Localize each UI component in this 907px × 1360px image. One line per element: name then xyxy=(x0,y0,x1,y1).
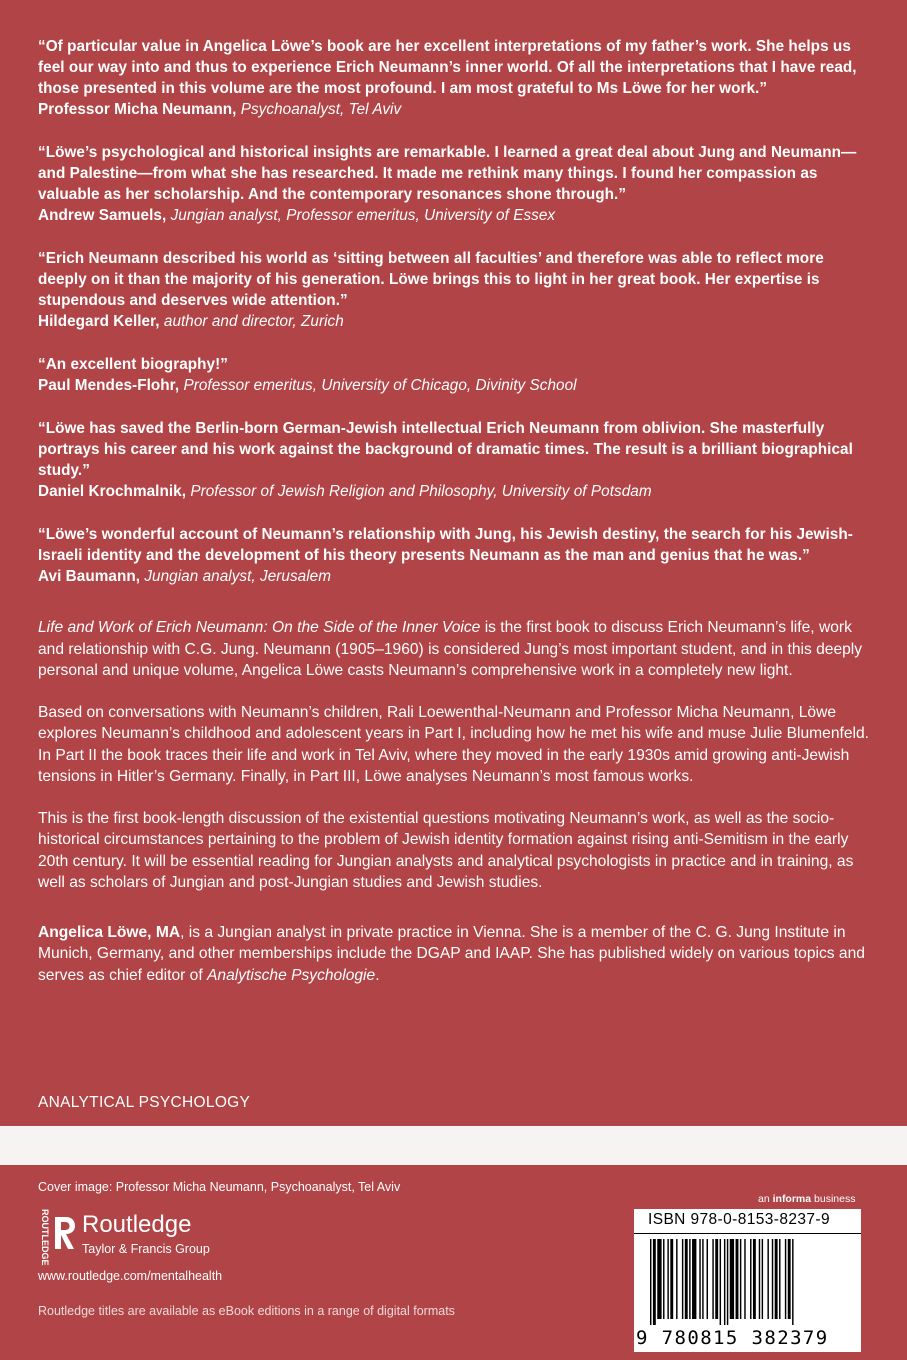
barcode-bar xyxy=(730,1239,734,1319)
divider-band xyxy=(0,1126,907,1165)
publisher-group: Taylor & Francis Group xyxy=(82,1242,210,1256)
barcode-bar xyxy=(702,1239,703,1319)
barcode-bar xyxy=(762,1239,763,1319)
routledge-logo xyxy=(38,1209,218,1266)
barcode-bar xyxy=(767,1239,768,1319)
informa-business-label: an informa business xyxy=(758,1193,856,1205)
barcode-bar xyxy=(753,1239,756,1319)
barcode-bar xyxy=(699,1239,700,1319)
barcode-bar xyxy=(779,1239,780,1319)
cover-image-credit: Cover image: Professor Micha Neumann, Psychoanalyst, Tel Aviv xyxy=(38,1180,401,1194)
barcode-bar xyxy=(653,1239,656,1325)
endorsement-quote: “Löwe has saved the Berlin-born German-Jewish intellectual Erich Neumann from oblivion. She masterfully portrays his career and his work against the background of dramatic times. The result is a brilliant biographical study.” Daniel Krochmalnik, Professor of Jewish Religion and Philosophy, University of Potsdam xyxy=(38,418,873,502)
author-bio: Angelica Löwe, MA, is a Jungian analyst in private practice in Vienna. She is a member of the C. G. Jung Institute in Munich, Germany, and other memberships include the DGAP and IAAP. She has published widely on various topics and serves as chief editor of Analytische Psychologie. xyxy=(38,923,865,984)
barcode-bar xyxy=(750,1239,751,1319)
isbn-number: ISBN 978-0-8153-8237-9 xyxy=(648,1211,830,1228)
barcode-bar xyxy=(775,1239,778,1319)
subject-category: ANALYTICAL PSYCHOLOGY xyxy=(38,1094,251,1111)
barcode-bar xyxy=(740,1239,741,1319)
publisher-vertical-label: ROUTLEDGE xyxy=(40,1209,50,1266)
routledge-mark-icon xyxy=(52,1215,78,1251)
barcode-bar xyxy=(682,1239,683,1319)
barcode-bar xyxy=(670,1239,673,1319)
endorsement-attribution: Paul Mendes-Flohr, Professor emeritus, University of Chicago, Divinity School xyxy=(38,377,577,394)
barcode-icon xyxy=(650,1239,846,1325)
barcode-bar xyxy=(715,1239,718,1319)
endorsement-quote: “Of particular value in Angelica Löwe’s book are her excellent interpretations of my father’s work. She helps us feel our way into and thus to experience Erich Neumann’s inner world. Of all the interpretations that I have read, those presented in this volume are the most profound. I am most grateful to Ms Löwe for her work.” Professor Micha Neumann, Psychoanalyst, Tel Aviv xyxy=(38,36,873,120)
barcode-bar xyxy=(712,1239,713,1319)
book-description xyxy=(38,617,873,894)
barcode-bar xyxy=(727,1239,728,1325)
barcode-bar xyxy=(657,1239,661,1319)
endorsements xyxy=(38,36,873,587)
barcode-bar xyxy=(792,1239,793,1325)
ebook-note: Routledge titles are available as eBook editions in a range of digital formats xyxy=(38,1304,455,1318)
barcode-bar xyxy=(689,1239,690,1319)
description-paragraph: Life and Work of Erich Neumann: On the Side of the Inner Voice is the first book to discuss Erich Neumann’s life, work and relationship with C.G. Jung. Neumann (1905–1960) is considered Jung’s most important student, and in this deeply personal and unique volume, Angelica Löwe casts Neumann’s comprehensive work in a completely new light. xyxy=(38,619,863,679)
description-paragraph: Based on conversations with Neumann’s children, Rali Loewenthal-Neumann and Professor Micha Neumann, Löwe explores Neumann’s childhood and adolescent years in Part I, including how he met his wife and muse Julie Blumenfeld. In Part II the book traces their life and work in Tel Aviv, where they moved in the early 1930s amid growing anti-Jewish tensions in Hitler’s Germany. Finally, in Part III, Löwe analyses Neumann’s most famous works. xyxy=(38,703,869,785)
endorsement-quote: “Erich Neumann described his world as ‘sitting between all faculties’ and therefore was able to reflect more deeply on it than the majority of his generation. Löwe brings this to light in her great book. Her expertise is stupendous and deserves wide attention.” Hildegard Keller, author and director, Zurich xyxy=(38,248,873,332)
barcode-bar xyxy=(692,1239,696,1319)
barcode-bar xyxy=(744,1239,745,1319)
endorsement-attribution: Professor Micha Neumann, Psychoanalyst, Tel Aviv xyxy=(38,101,402,118)
barcode-bar xyxy=(707,1239,708,1319)
publisher-website: www.routledge.com/mentalhealth xyxy=(38,1269,223,1283)
publisher-name: Routledge xyxy=(82,1211,192,1238)
barcode-bar xyxy=(759,1239,760,1319)
barcode-bar xyxy=(772,1239,773,1319)
back-cover-content xyxy=(38,36,873,986)
cover-footer xyxy=(0,1165,907,1360)
endorsement-attribution: Hildegard Keller, author and director, Zurich xyxy=(38,313,344,330)
barcode-bar xyxy=(685,1239,688,1319)
endorsement-quote: “Löwe’s psychological and historical insights are remarkable. I learned a great deal about Jung and Neumann—and Palestine—from what she has researched. It made me rethink many things. I found her compassion as valuable as her scholarship. And the contemporary resonances shone through.” Andrew Samuels, Jungian analyst, Professor emeritus, University of Essex xyxy=(38,142,873,226)
endorsement-attribution: Daniel Krochmalnik, Professor of Jewish Religion and Philosophy, University of Potsdam xyxy=(38,483,652,500)
barcode-bar xyxy=(724,1239,725,1325)
isbn-divider xyxy=(634,1233,861,1234)
endorsement-quote: “An excellent biography!” Paul Mendes-Flohr, Professor emeritus, University of Chicago, Divinity School xyxy=(38,354,873,396)
ean-digits: 9 780815 382379 xyxy=(636,1327,829,1349)
barcode-bar xyxy=(650,1239,651,1325)
barcode-bar xyxy=(788,1239,791,1319)
barcode-bar xyxy=(785,1239,786,1319)
barcode-bar xyxy=(736,1239,739,1319)
barcode-bar xyxy=(663,1239,664,1319)
barcode-bar xyxy=(667,1239,668,1319)
barcode-bar xyxy=(676,1239,677,1319)
barcode-bar xyxy=(720,1239,721,1325)
description-paragraph: This is the first book-length discussion of the existential questions motivating Neumann’s work, as well as the socio-historical circumstances pertaining to the problem of Jewish identity formation against rising anti-Semitism in the early 20th century. It will be essential reading for Jungian analysts and analytical psychologists in practice and in training, as well as scholars of Jungian and post-Jungian studies and Jewish studies. xyxy=(38,809,854,891)
endorsement-attribution: Avi Baumann, Jungian analyst, Jerusalem xyxy=(38,568,332,585)
endorsement-quote: “Löwe’s wonderful account of Neumann’s relationship with Jung, his Jewish destiny, the search for his Jewish-Israeli identity and the development of his theory presents Neumann as the man and genius that he was.” Avi Baumann, Jungian analyst, Jerusalem xyxy=(38,524,873,587)
endorsement-attribution: Andrew Samuels, Jungian analyst, Professor emeritus, University of Essex xyxy=(38,207,556,224)
barcode-box xyxy=(634,1209,861,1352)
